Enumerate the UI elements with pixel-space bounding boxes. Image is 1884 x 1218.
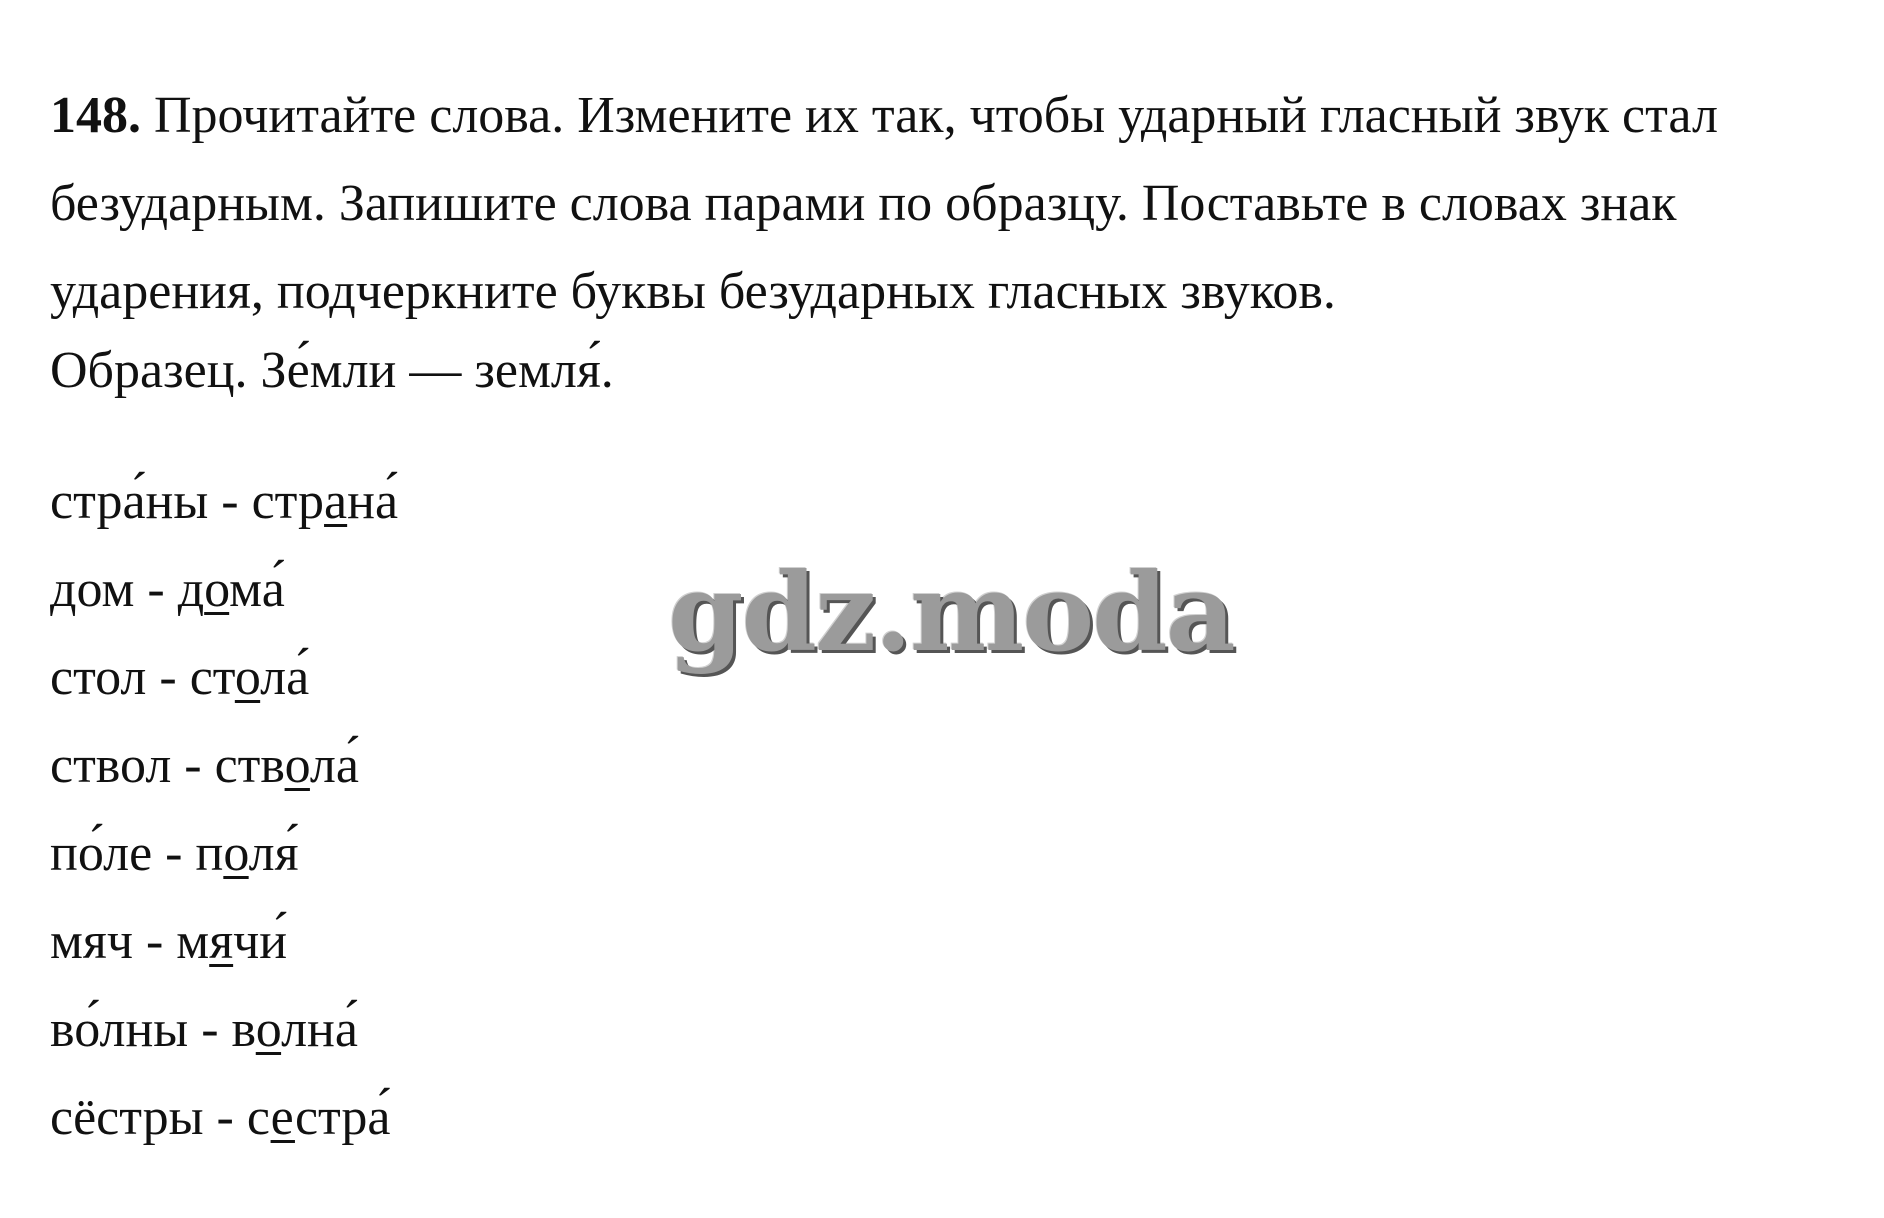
- answer-part: ла́: [260, 649, 310, 706]
- answer-part: сёстры - с: [50, 1089, 271, 1146]
- answer-row: [50, 546, 398, 634]
- answer-part: по́ле - п: [50, 825, 224, 882]
- answer-row: [50, 634, 398, 722]
- answer-part: ма́: [229, 561, 285, 618]
- unstressed-vowel: о: [204, 561, 230, 618]
- unstressed-vowel: е: [270, 1089, 295, 1146]
- answer-part: стол - ст: [50, 649, 235, 706]
- answer-part: лна́: [281, 1001, 358, 1058]
- answer-part: на́: [347, 473, 399, 530]
- sample-line: Образец. Зе́мли — земля́.: [50, 342, 614, 399]
- task-statement: [50, 72, 1840, 336]
- answer-part: ля́: [248, 825, 299, 882]
- answer-row: [50, 1074, 398, 1162]
- answer-row: [50, 722, 398, 810]
- answer-part: мяч - м: [50, 913, 210, 970]
- answer-part: во́лны - в: [50, 1001, 256, 1058]
- answer-part: дом - д: [50, 561, 205, 618]
- answer-part: стра́: [294, 1089, 391, 1146]
- answer-list: [50, 458, 398, 1162]
- answer-part: стра́ны - стр: [50, 473, 325, 530]
- answer-part: ла́: [309, 737, 359, 794]
- unstressed-vowel: а: [324, 473, 348, 530]
- answer-part: чи́: [233, 913, 288, 970]
- task-text: Прочитайте слова. Измените их так, чтобы ударный гласный звук стал безударным. Запишите слова парами по образцу. Поставьте в словах знак ударения, подчеркните буквы безударных гласных звуков.: [50, 87, 1718, 320]
- watermark: gdz.moda: [668, 550, 1234, 676]
- unstressed-vowel: я: [209, 913, 234, 970]
- unstressed-vowel: о: [234, 649, 261, 706]
- answer-row: [50, 986, 398, 1074]
- answer-row: [50, 458, 398, 546]
- answer-row: [50, 898, 398, 986]
- answer-part: ствол - ств: [50, 737, 285, 794]
- unstressed-vowel: о: [284, 737, 310, 794]
- answer-row: [50, 810, 398, 898]
- unstressed-vowel: о: [255, 1001, 282, 1058]
- task-number: 148.: [50, 87, 141, 144]
- unstressed-vowel: о: [223, 825, 249, 882]
